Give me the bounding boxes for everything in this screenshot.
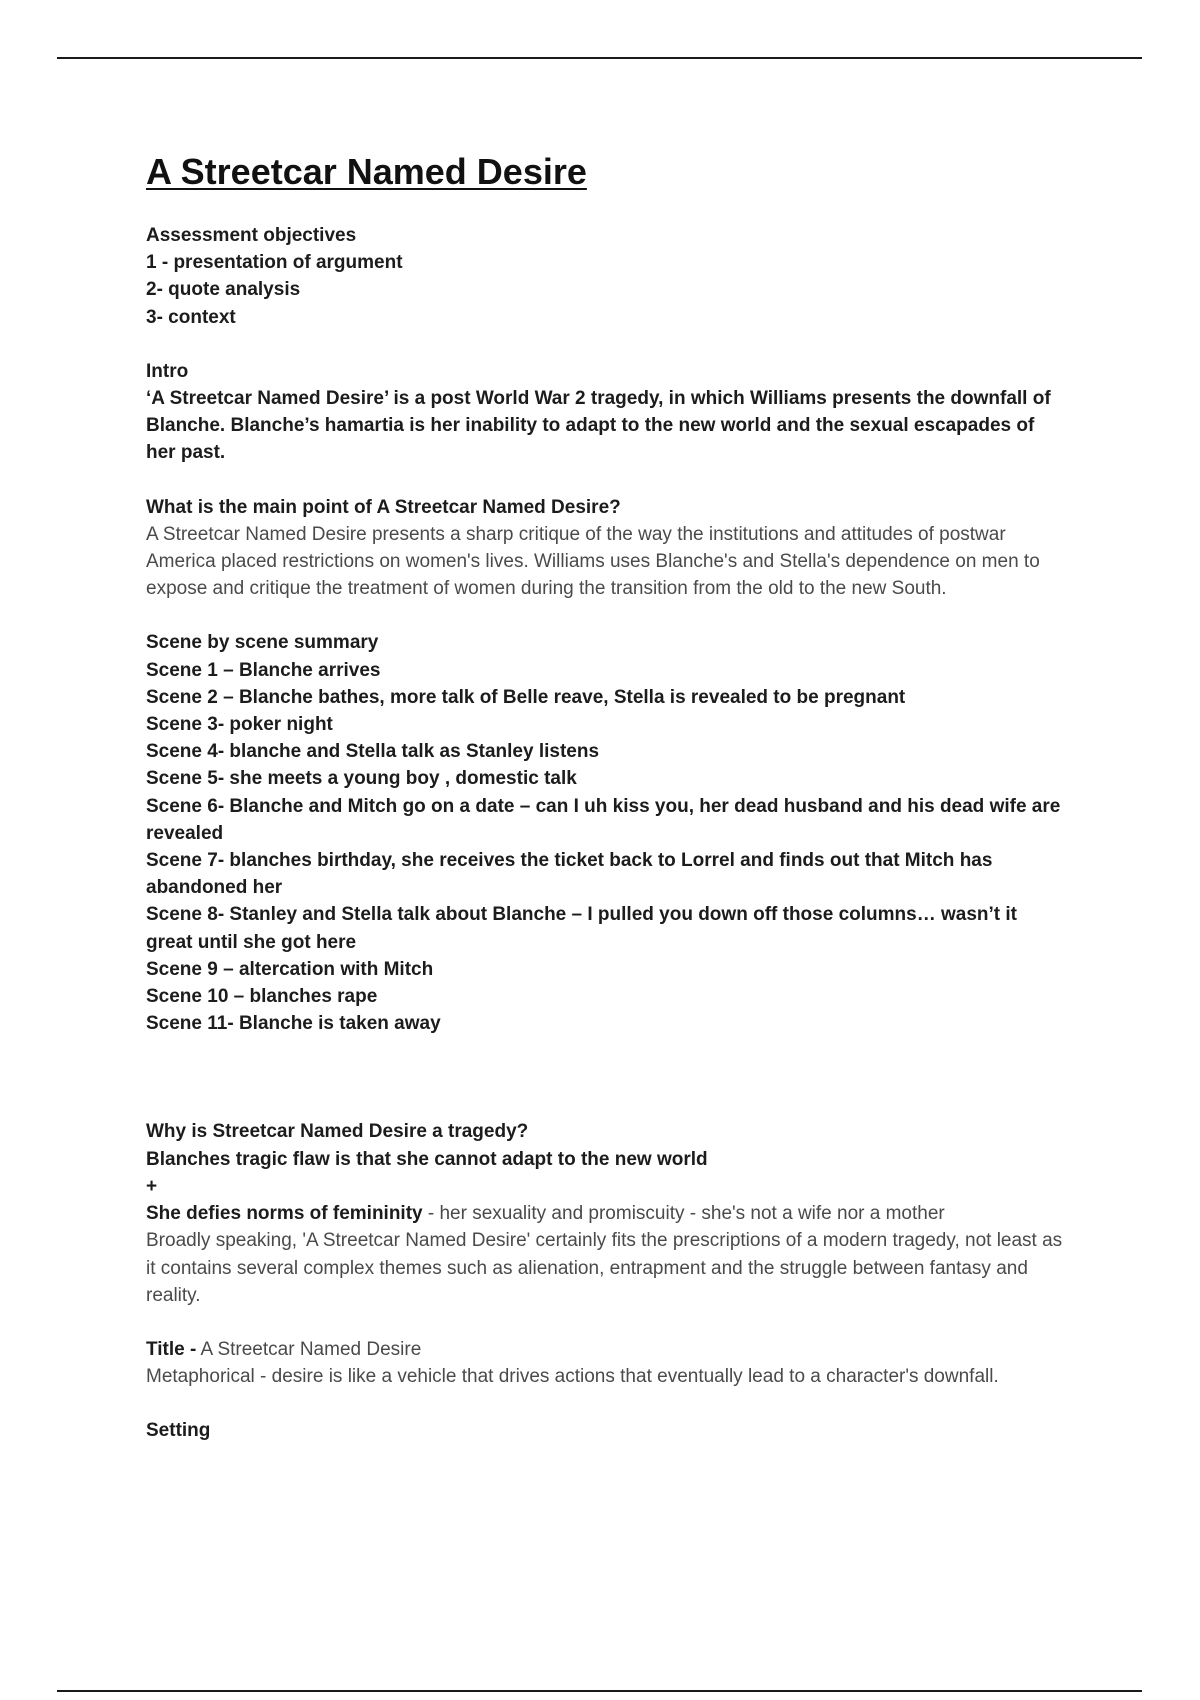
- scene-item: Scene 7- blanches birthday, she receives the ticket back to Lorrel and finds out that Mitch has abandoned her: [146, 850, 998, 899]
- scene-item: Scene 2 – Blanche bathes, more talk of Belle reave, Stella is revealed to be pregnant: [146, 686, 906, 708]
- title-line: [146, 1336, 1066, 1363]
- spacer: [146, 1037, 1066, 1118]
- intro-text: ‘A Streetcar Named Desire’ is a post World War 2 tragedy, in which Williams presents the downfall of Blanche. Blanche’s hamartia is her inability to adapt to the new world and the sexual escapades of her past.: [146, 388, 1056, 464]
- bottom-rule: [57, 1690, 1142, 1692]
- spacer: [146, 1309, 1066, 1336]
- femininity-bold: She defies norms of femininity: [146, 1203, 423, 1225]
- spacer: [146, 1390, 1066, 1417]
- document-page: [146, 150, 1066, 1445]
- tragic-flaw-text: Blanches tragic flaw is that she cannot adapt to the new world: [146, 1148, 708, 1170]
- scene-item: Scene 9 – altercation with Mitch: [146, 958, 434, 980]
- tragedy-text: Broadly speaking, 'A Streetcar Named Desire' certainly fits the prescriptions of a modern tragedy, not least as it contains several complex themes such as alienation, entrapment and the struggle between fantasy and reality.: [146, 1230, 1068, 1306]
- scene-summary-section: [146, 629, 1066, 1037]
- scene-item: Scene 8- Stanley and Stella talk about Blanche – I pulled you down off those columns… wasn’t it great until she got here: [146, 904, 1023, 953]
- setting-section: [146, 1417, 1066, 1444]
- scene-item: Scene 5- she meets a young boy , domestic talk: [146, 768, 577, 790]
- femininity-rest: - her sexuality and promiscuity - she's not a wife nor a mother: [422, 1203, 945, 1225]
- main-point-section: [146, 494, 1066, 603]
- intro-heading: Intro: [146, 360, 189, 382]
- assessment-objectives: [146, 222, 1066, 331]
- spacer: [146, 467, 1066, 494]
- scene-summary-heading: Scene by scene summary: [146, 632, 379, 654]
- top-rule: [57, 57, 1142, 59]
- assessment-item: 2- quote analysis: [146, 279, 301, 301]
- title-value: A Streetcar Named Desire: [196, 1338, 422, 1360]
- scene-item: Scene 4- blanche and Stella talk as Stanley listens: [146, 741, 600, 763]
- assessment-item: 1 - presentation of argument: [146, 252, 403, 274]
- title-section: [146, 1336, 1066, 1390]
- scene-item: Scene 3- poker night: [146, 714, 333, 736]
- intro-section: [146, 358, 1066, 467]
- main-point-heading: What is the main point of A Streetcar Named Desire?: [146, 496, 621, 518]
- page-title: A Streetcar Named Desire: [146, 151, 587, 192]
- tragedy-section: [146, 1118, 1066, 1308]
- scene-item: Scene 6- Blanche and Mitch go on a date – can I uh kiss you, her dead husband and his dead wife are revealed: [146, 795, 1066, 844]
- setting-heading: Setting: [146, 1420, 211, 1442]
- scene-item: Scene 1 – Blanche arrives: [146, 659, 381, 681]
- title-label: Title -: [146, 1338, 197, 1360]
- assessment-item: 3- context: [146, 306, 236, 328]
- plus-sign: +: [146, 1175, 158, 1197]
- assessment-heading: Assessment objectives: [146, 225, 357, 246]
- scene-item: Scene 11- Blanche is taken away: [146, 1013, 441, 1035]
- scene-item: Scene 10 – blanches rape: [146, 986, 378, 1008]
- main-point-text: A Streetcar Named Desire presents a sharp critique of the way the institutions and attitudes of postwar America placed restrictions on women's lives. Williams uses Blanche's and Stella's dependence on men to expose and critique the treatment of women during the transition from the old to the new South.: [146, 523, 1046, 600]
- femininity-line: [146, 1200, 1066, 1227]
- tragedy-heading: Why is Streetcar Named Desire a tragedy?: [146, 1121, 529, 1143]
- title-text: Metaphorical - desire is like a vehicle that drives actions that eventually lead to a character's downfall.: [146, 1366, 999, 1388]
- spacer: [146, 602, 1066, 629]
- spacer: [146, 331, 1066, 358]
